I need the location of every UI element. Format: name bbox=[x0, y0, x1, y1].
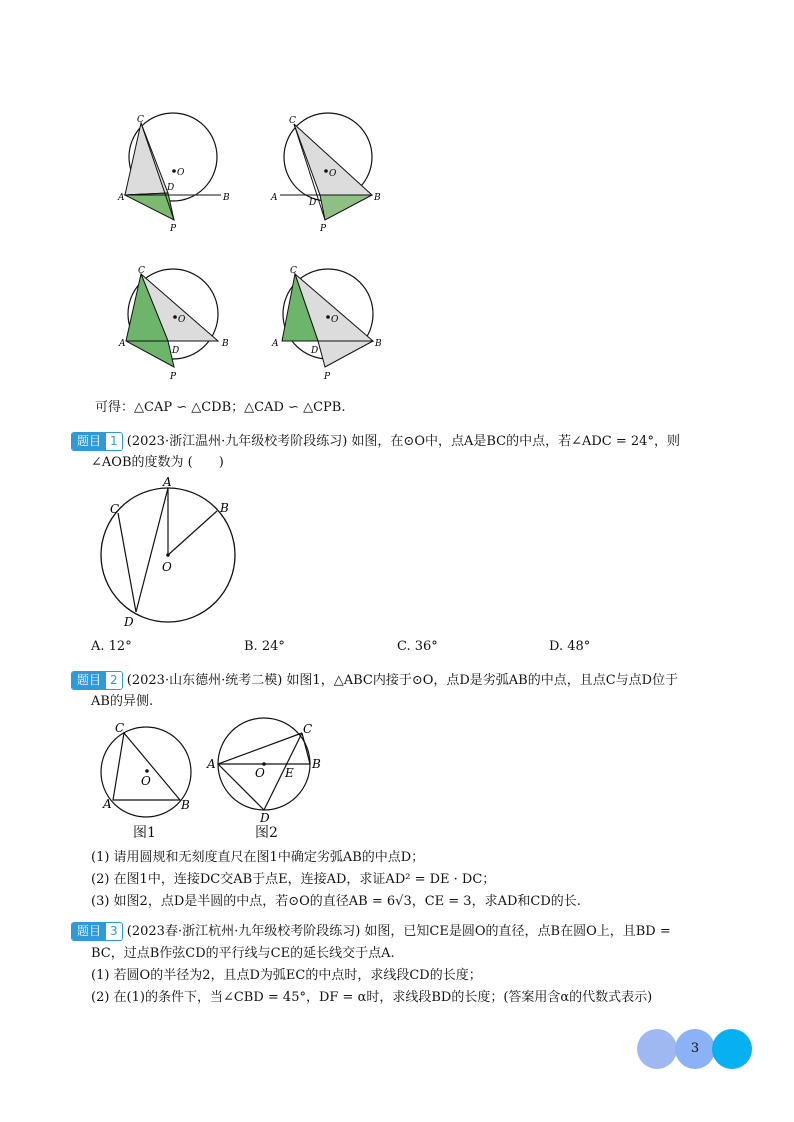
q1-tag-label: 题目 bbox=[72, 433, 106, 450]
intro-figure-1 bbox=[117, 113, 230, 234]
label-P: P bbox=[320, 224, 327, 234]
page-number: 3 bbox=[690, 1041, 700, 1056]
q2-text-line1: (2023·山东德州·统考二模) 如图1，△ABC内接于⊙O，点D是劣弧AB的中点，且点C与点D位于 bbox=[126, 673, 679, 688]
q3-tag-label: 题目 bbox=[72, 923, 106, 940]
q1-text-line2: ∠AOB的度数为 ( ) bbox=[91, 455, 224, 470]
q2-tag-number: 2 bbox=[106, 672, 122, 689]
q1-option-a: A. 12° bbox=[91, 639, 132, 654]
label-O: O bbox=[177, 168, 185, 178]
q3-text-line2: BC，过点B作弦CD的平行线与CE的延长线交于点A. bbox=[91, 946, 395, 961]
label-P: P bbox=[170, 372, 177, 382]
label-B: B bbox=[375, 339, 382, 349]
intro-conclusion: 可得：△CAP ∽ △CDB；△CAD ∽ △CPB. bbox=[95, 400, 346, 415]
q1-option-b: B. 24° bbox=[244, 639, 285, 654]
q1-figure bbox=[96, 474, 246, 634]
q2-sub3: (3) 如图2，点D是半圆的中点，若⊙O的直径AB = 6√3，CE = 3，求AD和CD的长. bbox=[91, 894, 581, 909]
label-C: C bbox=[110, 502, 120, 516]
intro-figures bbox=[110, 110, 400, 385]
label-C: C bbox=[290, 266, 297, 276]
q3-sub2: (2) 在(1)的条件下，当∠CBD = 45°，DF = α时，求线段BD的长度；(答案用含α的代数式表示) bbox=[91, 990, 653, 1005]
label-D: D bbox=[260, 811, 270, 824]
q2-text-line2: AB的异侧. bbox=[91, 694, 154, 709]
q1-tag bbox=[71, 432, 123, 451]
label-A: A bbox=[272, 339, 279, 349]
intro-figure-2 bbox=[270, 113, 381, 234]
q2-fig2-caption: 图2 bbox=[255, 825, 278, 841]
q2-tag bbox=[71, 671, 123, 690]
label-B: B bbox=[181, 798, 190, 812]
intro-figure-4 bbox=[271, 266, 382, 382]
label-B: B bbox=[374, 193, 381, 203]
q1-line1 bbox=[71, 432, 680, 451]
label-B: B bbox=[312, 757, 321, 771]
label-C: C bbox=[289, 116, 296, 126]
label-A: A bbox=[103, 797, 112, 811]
page-number-badge bbox=[675, 1029, 715, 1069]
q2-sub1: (1) 请用圆规和无刻度直尺在图1中确定劣弧AB的中点D； bbox=[91, 850, 425, 865]
q3-line1 bbox=[71, 922, 671, 941]
label-D: D bbox=[172, 346, 180, 356]
label-A: A bbox=[119, 339, 126, 349]
q2-fig1-caption: 图1 bbox=[133, 825, 156, 841]
q1-text-line1: (2023·浙江温州·九年级校考阶段练习) 如图，在⊙O中，点A是BC的中点，若∠ADC = 24°，则 bbox=[126, 434, 680, 449]
q2-figure-2 bbox=[206, 712, 328, 824]
label-O: O bbox=[178, 315, 186, 325]
q2-line1 bbox=[71, 671, 678, 690]
label-D: D bbox=[311, 346, 319, 356]
q3-sub1: (1) 若圆O的半径为2，且点D为弧EC的中点时，求线段CD的长度； bbox=[91, 968, 482, 983]
label-A: A bbox=[163, 475, 172, 489]
label-A: A bbox=[271, 193, 278, 203]
q1-tag-number: 1 bbox=[106, 433, 122, 450]
q3-tag bbox=[71, 922, 123, 941]
label-D: D bbox=[309, 198, 317, 208]
q3-tag-number: 3 bbox=[106, 923, 122, 940]
label-B: B bbox=[222, 339, 229, 349]
page-dot-left bbox=[637, 1029, 677, 1069]
label-B: B bbox=[220, 501, 229, 515]
label-B: B bbox=[223, 193, 230, 203]
q1-option-c: C. 36° bbox=[397, 639, 438, 654]
label-O: O bbox=[331, 315, 339, 325]
label-O: O bbox=[162, 560, 172, 574]
label-E: E bbox=[285, 766, 294, 780]
label-D: D bbox=[167, 183, 175, 193]
label-C: C bbox=[138, 266, 145, 276]
label-O: O bbox=[255, 766, 265, 780]
page-dot-right bbox=[712, 1029, 752, 1069]
label-C: C bbox=[303, 722, 313, 736]
label-C: C bbox=[137, 115, 144, 125]
q2-figure-1 bbox=[96, 716, 206, 821]
q1-option-d: D. 48° bbox=[549, 639, 591, 654]
label-P: P bbox=[324, 372, 331, 382]
q3-text-line1: (2023春·浙江杭州·九年级校考阶段练习) 如图，已知CE是圆O的直径，点B在圆O上，且BD = bbox=[126, 924, 671, 939]
label-C: C bbox=[115, 721, 125, 735]
label-A: A bbox=[207, 757, 216, 771]
intro-figure-3 bbox=[118, 266, 229, 382]
q2-tag-label: 题目 bbox=[72, 672, 106, 689]
q2-sub2: (2) 在图1中，连接DC交AB于点E，连接AD，求证AD² = DE · DC； bbox=[91, 872, 496, 887]
label-P: P bbox=[170, 224, 177, 234]
label-O: O bbox=[141, 774, 151, 788]
label-D: D bbox=[124, 615, 134, 629]
label-O: O bbox=[329, 169, 337, 179]
label-A: A bbox=[118, 193, 125, 203]
